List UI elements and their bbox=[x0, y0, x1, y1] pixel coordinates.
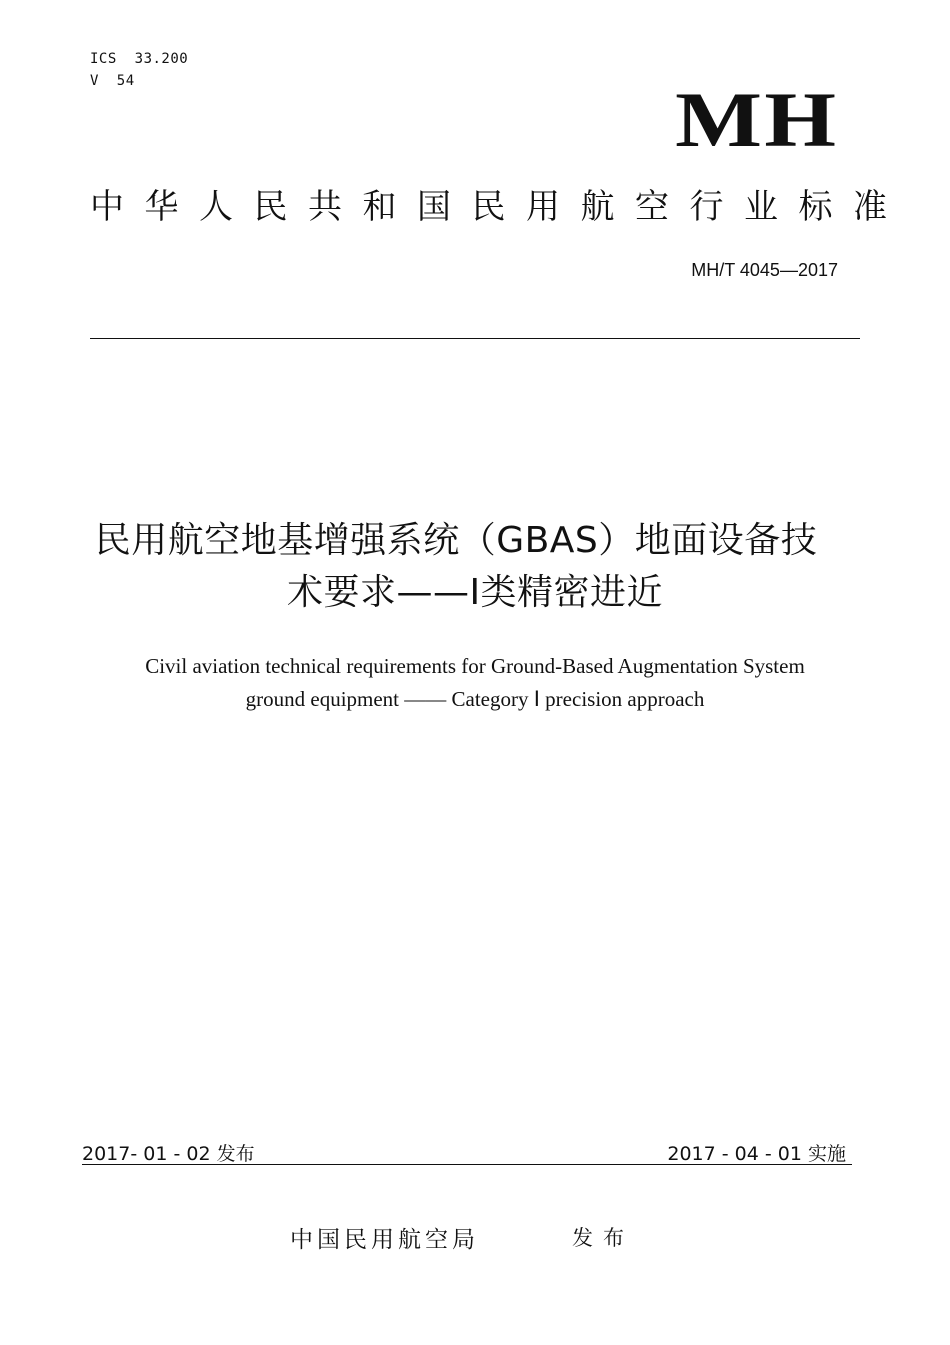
publish-label: 发布 bbox=[572, 1226, 634, 1250]
header-divider bbox=[90, 338, 860, 339]
issuing-authority: 中国民用航空局 bbox=[290, 1227, 479, 1253]
title-en-line-2: ground equipment —— Category Ⅰ precision approach bbox=[245, 687, 705, 711]
title-en-line-1: Civil aviation technical requirements for Ground-Based Augmentation System bbox=[145, 654, 805, 678]
ics-classification bbox=[90, 48, 188, 92]
title-cn-line-2: 术要求——Ⅰ类精密进近 bbox=[286, 572, 664, 613]
ccs-number: V 54 bbox=[90, 73, 135, 89]
standard-code: MH/T 4045—2017 bbox=[691, 260, 838, 280]
date-divider bbox=[82, 1164, 852, 1165]
effective-date: 2017 - 04 - 01 实施 bbox=[667, 1143, 846, 1165]
ics-number: ICS 33.200 bbox=[90, 51, 189, 67]
standard-category-title: 中华人民共和国民用航空行业标准 bbox=[90, 187, 908, 227]
issue-date: 2017- 01 - 02 发布 bbox=[82, 1143, 255, 1165]
document-title-en bbox=[40, 650, 910, 716]
mh-logo: MH bbox=[674, 76, 838, 163]
document-title-cn bbox=[40, 516, 910, 618]
title-cn-line-1: 民用航空地基增强系统（GBAS）地面设备技 bbox=[94, 520, 818, 561]
